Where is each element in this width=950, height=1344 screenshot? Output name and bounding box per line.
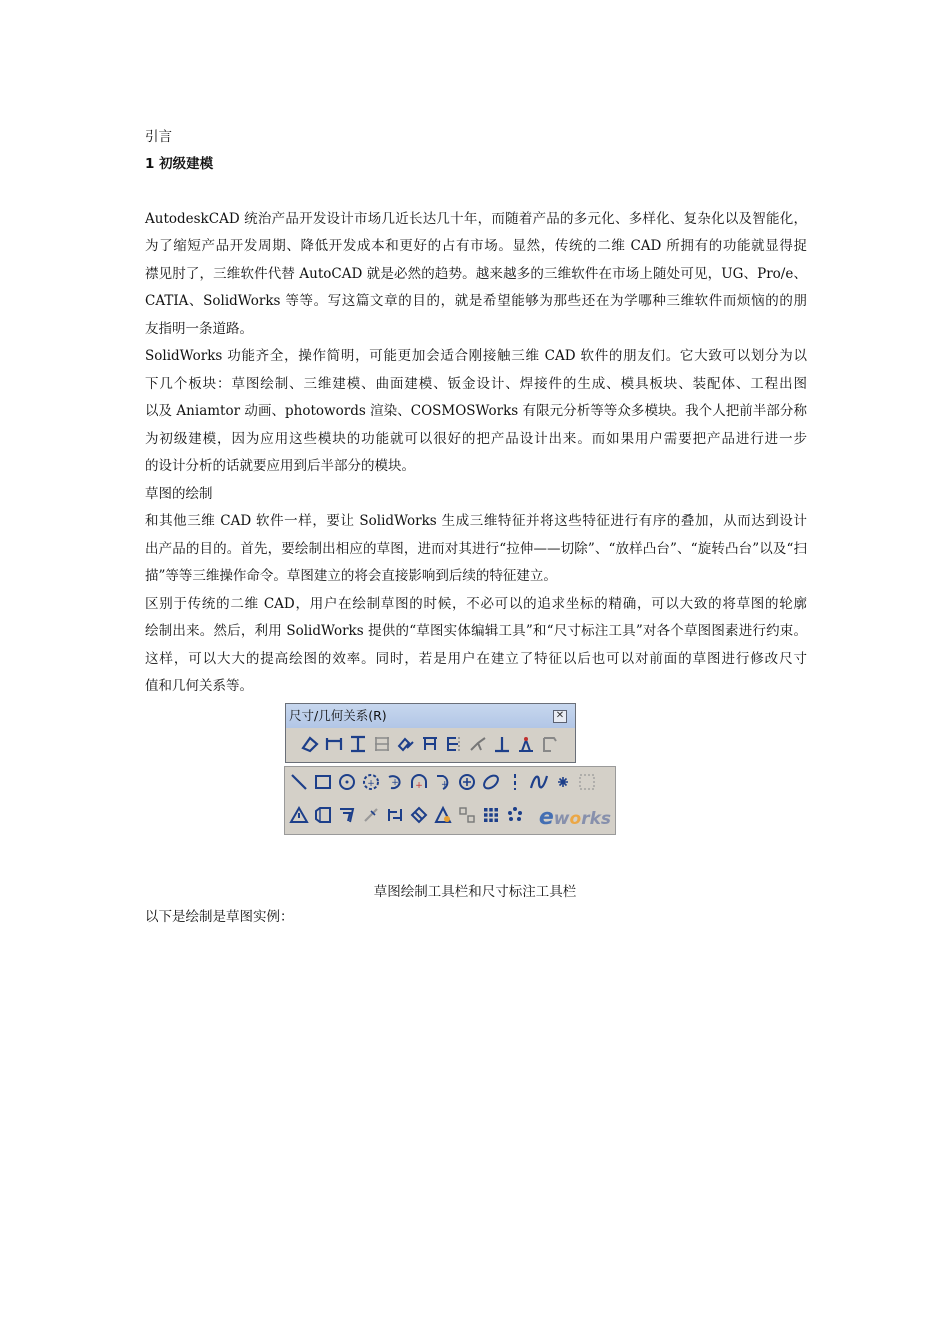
- svg-text:+: +: [441, 780, 449, 790]
- ellipse-icon: [481, 772, 501, 792]
- offset-entities-icon: [313, 805, 333, 825]
- toolbar-title: 尺寸/几何关系(R): [289, 708, 387, 723]
- centerline-icon: [505, 772, 525, 792]
- paragraph-line: 为初级建模，因为应用这些模块的功能就可以很好的把产品设计出来。而如果用户需要把产品进行进一步: [145, 431, 807, 447]
- svg-text:+: +: [415, 781, 423, 791]
- closing-line: 以下是绘制是草图实例：: [145, 909, 294, 925]
- move-icon: [409, 805, 429, 825]
- paragraph-line: AutodeskCAD 统治产品开发设计市场几近长达几十年，而随着产品的多元化、多样化、复杂化以及智能化，: [145, 211, 807, 227]
- fully-define-icon: [444, 734, 464, 754]
- spline-icon: [529, 772, 549, 792]
- sketch-toolbar: [284, 766, 616, 835]
- dimension-relations-toolbar: [285, 703, 576, 763]
- paragraph-line: SolidWorks 功能齐全，操作简明，可能更加会适合刚接触三维 CAD 软件的朋友们。它大致可以划分为以: [145, 348, 807, 364]
- centerpoint-arc-icon: [385, 772, 405, 792]
- paragraph-line: 这样，可以大大的提高绘图的效率。同时，若是用户在建立了特征以后也可以对前面的草图进行修改尺寸: [145, 651, 807, 667]
- ordinate-dimension-icon: [396, 734, 416, 754]
- grid-pattern-icon: [481, 805, 501, 825]
- baseline-dimension-icon: [372, 734, 392, 754]
- construction-geometry-icon: [433, 805, 453, 825]
- paragraph-line: 襟见肘了，三维软件代替 AutoCAD 就是必然的趋势。越来越多的三维软件在市场上随处可见，UG、Pro/e、: [145, 266, 807, 282]
- scan-equal-icon: [540, 734, 560, 754]
- paragraph-line: 以及 Aniamtor 动画、photowords 渲染、COSMOSWorks 有限元分析等等众多模块。我个人把前半部分称: [145, 403, 807, 419]
- circular-pattern-icon: [505, 805, 525, 825]
- paragraph-line: 区别于传统的二维 CAD，用户在绘制草图的时候，不必可以的追求坐标的精确，可以大致的将草图的轮廓: [145, 596, 807, 612]
- paragraph-line: 值和几何关系等。: [145, 678, 253, 694]
- line-icon: [289, 772, 309, 792]
- polygon-icon: [457, 772, 477, 792]
- perimeter-circle-icon: [361, 772, 381, 792]
- heading-intro: 引言: [145, 129, 172, 145]
- display-relations-icon: [516, 734, 536, 754]
- point-icon: [553, 772, 573, 792]
- paragraph-line: 出产品的目的。首先，要绘制出相应的草图，进而对其进行“拉伸——切除”、“放样凸台”、“旋转凸台”以及“扫: [145, 541, 807, 557]
- eworks-watermark: eworks: [538, 805, 611, 830]
- paragraph-line: 为了缩短产品开发周期、降低开发成本和更好的占有市场。显然，传统的二维 CAD 所拥有的功能就显得捉: [145, 238, 807, 254]
- paragraph-line: 的设计分析的话就要应用到后半部分的模块。: [145, 458, 415, 474]
- smart-dimension-icon: [300, 734, 320, 754]
- toolbar-title-bar: [286, 704, 575, 728]
- tangent-arc-icon: [409, 772, 429, 792]
- close-icon: ✕: [553, 710, 567, 723]
- paragraph-line: 和其他三维 CAD 软件一样，要让 SolidWorks 生成三维特征并将这些特征进行有序的叠加，从而达到设计: [145, 513, 807, 529]
- grid-icon: [577, 772, 597, 792]
- warning-icon: [289, 805, 309, 825]
- paragraph-line: 绘制出来。然后，利用 SolidWorks 提供的“草图实体编辑工具”和“尺寸标注工具”对各个草图图素进行约束。: [145, 623, 807, 639]
- linear-pattern-icon: [457, 805, 477, 825]
- rectangle-icon: [313, 772, 333, 792]
- mirror-icon: [385, 805, 405, 825]
- figure-caption: 草图绘制工具栏和尺寸标注工具栏: [373, 884, 577, 900]
- paragraph-line: 友指明一条道路。: [145, 321, 253, 337]
- paragraph-line: 描”等等三维操作命令。草图建立的将会直接影响到后续的特征建立。: [145, 568, 557, 584]
- circle-icon: [337, 772, 357, 792]
- paragraph-line: 下几个板块：草图绘制、三维建模、曲面建模、钣金设计、焊接件的生成、模具板块、装配体、工程出图: [145, 376, 807, 392]
- paragraph-line: CATIA、SolidWorks 等等。写这篇文章的目的，就是希望能够为那些还在为学哪种三维软件而烦恼的的朋: [145, 293, 807, 309]
- horizontal-dimension-icon: [324, 734, 344, 754]
- convert-entities-icon: [337, 805, 357, 825]
- vertical-dimension-icon: [348, 734, 368, 754]
- svg-text:+: +: [391, 778, 399, 788]
- trim-icon: [361, 805, 381, 825]
- chamfer-dimension-icon: [420, 734, 440, 754]
- add-relation-icon: [468, 734, 488, 754]
- heading-sketch: 草图的绘制: [145, 486, 213, 502]
- perpendicular-icon: [492, 734, 512, 754]
- svg-text:+: +: [367, 779, 375, 789]
- three-point-arc-icon: [433, 772, 453, 792]
- section-heading: 1 初级建模: [145, 156, 214, 172]
